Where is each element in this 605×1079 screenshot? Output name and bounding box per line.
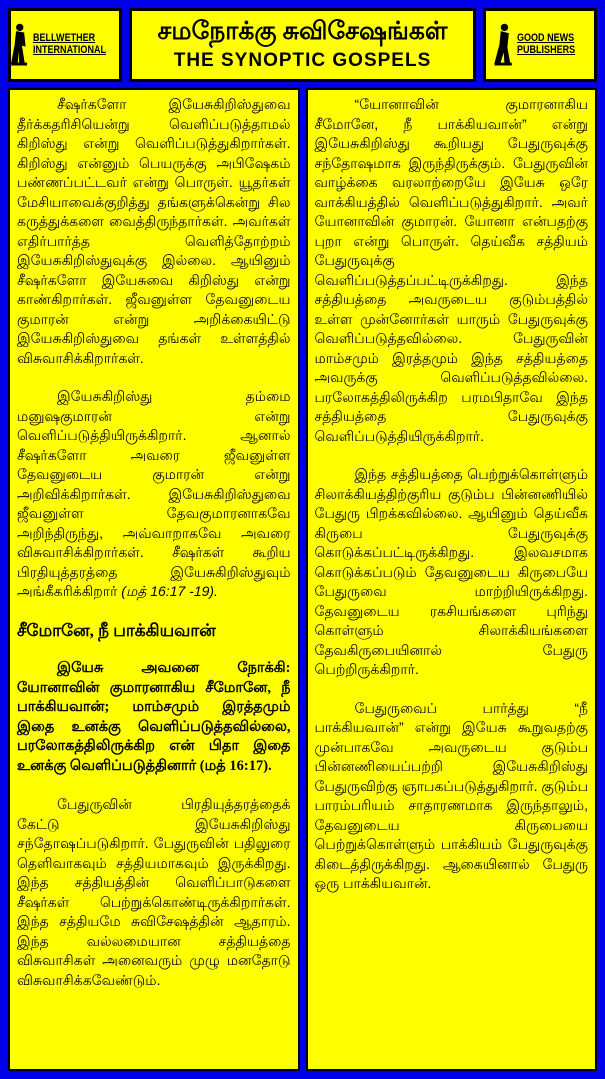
right-paragraph-1: “யோனாவின் குமாரனாகிய சீமோனே, நீ பாக்கியவான்” என்று இயேசுகிறிஸ்து கூறியது பேதுருவுக்கு சந்தோஷமாக இருந்திருக்கும். பேதுருவின் வாழ்க்கை வரலாற்றையே இயேசு ஒரே வாக்கியத்தில் வெளிப்படுத்துகிறார். அவர் யோனாவின் குமாரன். யோனா என்பதற்கு புறா என்று பொருள். தெய்வீக சத்தியம் பேதுருவுக்கு வெளிப்படுத்தப்பட்டிருக்கிறது. இந்த சத்தியத்தை அவருடைய குடும்பத்தில் உள்ள முன்னோர்கள் யாரும் பேதுருவுக்கு வெளிப்படுத்தவில்லை. பேதுருவின் மாம்சமும் இரத்தமும் இந்த சத்தியத்தை அவருக்கு வெளிப்படுத்தவில்லை. பரலோகத்திலிருக்கிற பரமபிதாவே இந்த சத்தியத்தை பேதுருவுக்கு வெளிப்படுத்தியிருக்கிறார். <box>314 96 588 444</box>
bellwether-figure-icon <box>8 22 30 68</box>
title-box <box>129 8 476 82</box>
bellwether-logo-line2: INTERNATIONAL <box>33 44 106 56</box>
left-paragraph-1: சீஷர்களோ இயேசுகிறிஸ்துவை தீர்க்கதரிசியென்று வெளிப்படுத்தாமல் கிறிஸ்து என்று வெளிப்படுத்துகிறார்கள். கிறிஸ்து என்னும் பெயருக்கு அபிஷேகம் பண்ணப்பட்டவர் என்று பொருள். யூதர்கள் மேசியாவைக்குறித்து தங்களுக்கென்று சில கருத்துக்களை வைத்திருந்தார்கள். அவர்கள் எதிர்பார்த்த வெளித்தோற்றம் இயேசுகிறிஸ்துவுக்கு இல்லை. ஆயினும் சீஷர்களோ இயேசுவை கிறிஸ்து என்று காண்கிறார்கள். ஜீவனுள்ள தேவனுடைய குமாரன் என்று அறிக்கையிட்டு இயேசுகிறிஸ்துவை தங்கள் உள்ளத்தில் விசுவாசிக்கிறார்கள். <box>17 96 291 366</box>
good-news-logo-text <box>517 33 588 56</box>
right-paragraph-2: இந்த சத்தியத்தை பெற்றுக்கொள்ளும் சிலாக்கியத்திற்குரிய குடும்ப பின்னணியில் பேதுரு பிறக்கவில்லை. ஆயினும் தெய்வீக கிருபை பேதுருவுக்கு கொடுக்கப்பட்டிருக்கிறது. இலவசமாக கொடுக்கப்படும் தேவனுடைய கிருபையே பேதுருவை மாற்றியிருக்கிறது. தேவனுடைய ரகசியங்களை புரிந்து கொள்ளும் சிலாக்கியங்களை தேவகிருபையினால் பேதுரு பெற்றிருக்கிறார். <box>314 466 588 677</box>
body-area <box>8 88 597 1071</box>
right-paragraph-3: பேதுருவைப் பார்த்து “நீ பாக்கியவான்” என்று இயேசு கூறுவதற்கு முன்பாகவே அவருடைய குடும்ப பின்னணியைப்பற்றி இயேசுகிறிஸ்து பேதுருவிற்கு ஞாபகப்படுத்துகிறார். குடும்ப பாரம்பரியம் சாதாரணமாக இருந்தாலும், தேவனுடைய கிருபையை பெற்றுக்கொள்ளும் பாக்கியம் பேதுருவுக்கு கிடைத்திருக்கிறது. ஆகையினால் பேதுரு ஒரு பாக்கியவான். <box>314 699 588 891</box>
bellwether-logo-line1: BELLWETHER <box>33 32 96 45</box>
good-news-logo-line2: PUBLISHERS <box>517 44 576 56</box>
left-paragraph-2 <box>17 387 291 602</box>
verse-paragraph: இயேசு அவனை நோக்கி: யோனாவின் குமாரனாகிய சீமோனே, நீ பாக்கியவான்; மாம்சமும் இரத்தமும் இதை உனக்கு வெளிப்படுத்தவில்லை, பரலோகத்திலிருக்கிற என் பிதா இதை உனக்கு வெளிப்படுத்தினார் (மத் 16:17). <box>17 660 291 774</box>
right-column <box>306 88 598 1071</box>
bellwether-logo-text <box>33 33 122 56</box>
left-column <box>8 88 300 1071</box>
page-title-english: THE SYNOPTIC GOSPELS <box>173 49 432 71</box>
left-paragraph-3: பேதுருவின் பிரதியுத்தரத்தைக் கேட்டு இயேசுகிறிஸ்து சந்தோஷப்படுகிறார். பேதுருவின் பதிலுரை தெளிவாகவும் சத்தியமாகவும் இருக்கிறது. இந்த சத்தியத்தின் வெளிப்பாடுகளை சீஷர்கள் பெற்றுக்கொண்டிருக்கிறார்கள். இந்த சத்தியமே சுவிசேஷத்தின் ஆதாரம். இந்த வல்லமையான சத்தியத்தை விசுவாசிகள் அனைவரும் முழு மனதோடு விசுவாசிக்கவேண்டும். <box>17 796 291 988</box>
good-news-logo-line1: GOOD NEWS <box>517 32 575 45</box>
good-news-logo-box <box>483 8 597 82</box>
scripture-citation: (மத் 16:17 -19). <box>117 583 218 599</box>
left-paragraph-2-text: இயேசுகிறிஸ்து தம்மை மனுஷகுமாரன் என்று வெளிப்படுத்தியிருக்கிறார். ஆனால் சீஷர்களோ அவரை ஜீவனுள்ள தேவனுடைய குமாரன் என்று அறிவிக்கிறார்கள். இயேசுகிறிஸ்துவை ஜீவனுள்ள தேவகுமாரனாகவே அறிந்திருந்து, அவ்வாறாகவே அவரை விசுவாசிக்கிறார்கள். சீஷர்கள் கூறிய பிரதியுத்தரத்தை இயேசுகிறிஸ்துவும் அங்கீகரிக்கிறார் <box>17 388 291 599</box>
bellwether-logo-box <box>8 8 122 82</box>
section-heading: சீமோனே, நீ பாக்கியவான் <box>17 620 216 640</box>
good-news-figure-icon <box>492 22 514 68</box>
header <box>8 8 597 82</box>
page-title-tamil: சமநோக்கு சுவிசேஷங்கள் <box>157 18 448 46</box>
